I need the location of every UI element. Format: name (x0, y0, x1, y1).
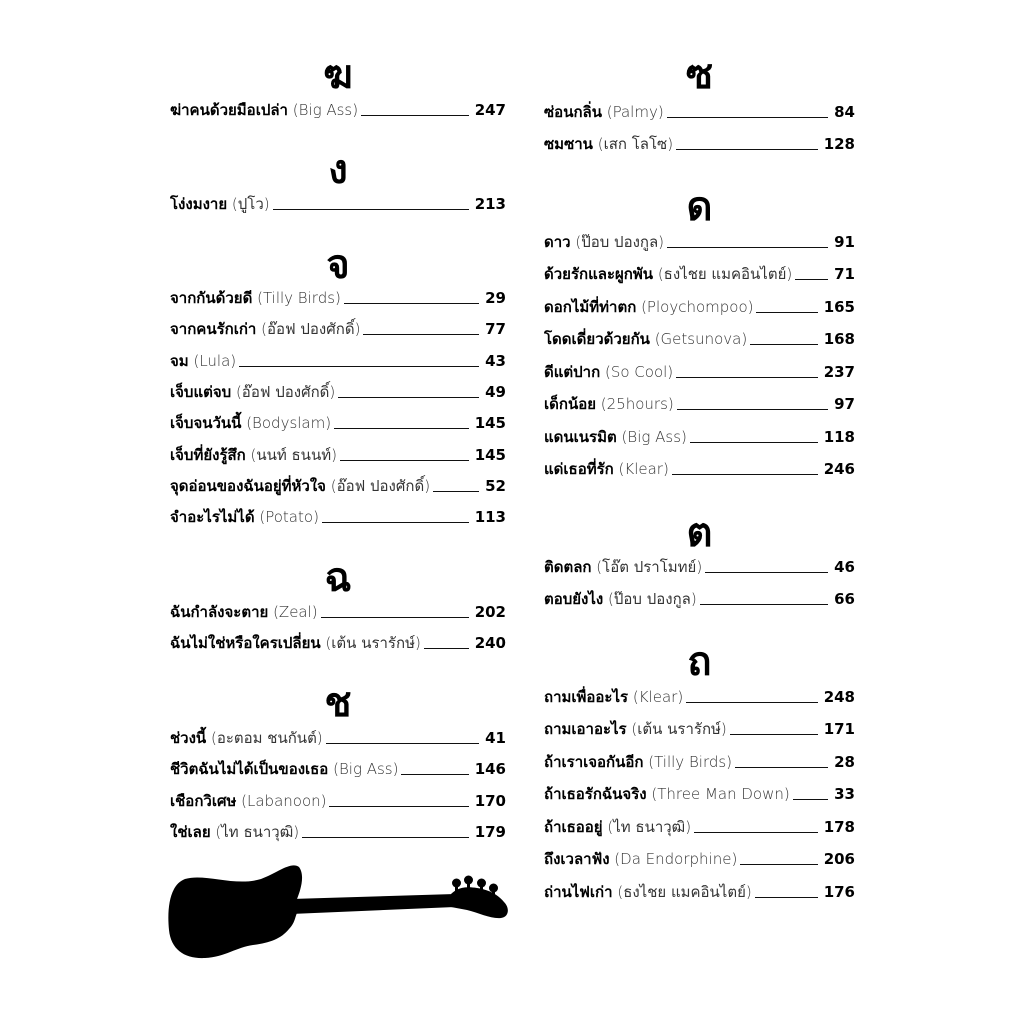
song-title: จำอะไรไม่ได้ (170, 508, 255, 527)
entry-label (544, 327, 747, 351)
leader-line (700, 604, 828, 605)
entry-label (544, 847, 737, 871)
index-entry (544, 750, 855, 774)
leader-line (424, 648, 469, 649)
index-entry (544, 132, 855, 156)
section-letter: ซ (685, 52, 714, 98)
entry-label (544, 360, 673, 384)
song-title: ถ่านไฟเก่า (544, 882, 613, 901)
entry-label (170, 317, 360, 341)
leader-line (690, 442, 818, 443)
section-letter: ถ (687, 639, 712, 685)
leader-line (329, 806, 468, 807)
index-entry (544, 262, 855, 286)
entry-label (170, 98, 358, 122)
entry-label (544, 295, 753, 319)
leader-line (750, 344, 817, 345)
page-number: 29 (485, 289, 506, 307)
section-letter: ฉ (324, 555, 352, 601)
page-number: 33 (834, 785, 855, 804)
song-title: แด่เธอที่รัก (544, 460, 614, 479)
leader-line (672, 474, 818, 475)
page-number: 213 (474, 195, 506, 213)
artist-name: (Big Ass) (333, 760, 399, 779)
index-entry (544, 327, 855, 351)
leader-line (433, 491, 479, 492)
artist-name: (Klear) (618, 460, 669, 479)
artist-name: (ไท ธนาวุฒิ) (215, 822, 300, 841)
artist-name: (Lula) (193, 351, 237, 370)
index-entry (544, 555, 855, 579)
entry-label (544, 392, 674, 416)
song-title: ถามเอาอะไร (544, 720, 627, 739)
page-number: 170 (474, 791, 506, 810)
index-entry (544, 295, 855, 319)
entry-label (170, 411, 331, 435)
page-number: 247 (474, 101, 506, 119)
page-number: 206 (823, 850, 855, 869)
page-number: 202 (474, 603, 506, 621)
leader-line (676, 149, 818, 150)
song-title: ฆ่าคนด้วยมือเปล่า (170, 101, 288, 119)
song-title: จม (170, 351, 189, 370)
song-title: ถึงเวลาฟัง (544, 850, 610, 869)
page-number: 248 (823, 688, 855, 706)
index-entry (170, 286, 506, 310)
song-title: ด้วยรักและผูกพัน (544, 265, 654, 284)
entry-label (544, 262, 792, 286)
song-title: ถ้าเราเจอกันอีก (544, 752, 644, 771)
leader-line (795, 279, 828, 280)
page-number: 49 (485, 382, 506, 401)
song-title: เจ็บจนวันนี้ (170, 414, 242, 433)
artist-name: (25hours) (600, 395, 674, 414)
entry-label (170, 726, 323, 750)
index-entry (544, 685, 855, 709)
page-number: 41 (485, 729, 506, 747)
song-title: ชีวิตฉันไม่ได้เป็นของเธอ (170, 760, 329, 779)
bass-guitar-icon (165, 855, 510, 965)
leader-line (302, 837, 469, 838)
leader-line (322, 522, 469, 523)
artist-name: (Potato) (259, 508, 319, 527)
entry-label (544, 815, 691, 839)
artist-name: (Three Man Down) (651, 785, 790, 804)
section-letter: จ (326, 242, 350, 288)
leader-line (686, 702, 818, 703)
leader-line (730, 734, 818, 735)
section-letter: ต (686, 510, 713, 556)
leader-line (338, 397, 479, 398)
page-number: 28 (834, 752, 855, 771)
page-number: 66 (834, 590, 855, 609)
page-number: 118 (823, 427, 855, 446)
section-letter: ด (686, 184, 713, 230)
artist-name: (Da Endorphine) (614, 850, 738, 869)
entry-label (170, 820, 299, 844)
artist-name: (ป๊อบ ปองกูล) (608, 590, 697, 609)
index-entry (544, 847, 855, 871)
entry-label (170, 757, 398, 781)
leader-line (676, 377, 818, 378)
entry-label (544, 132, 673, 156)
artist-name: (เต้น นรารักษ์) (325, 634, 421, 653)
song-title: ดีแต่ปาก (544, 362, 601, 381)
song-title: โดดเดี่ยวด้วยกัน (544, 330, 650, 349)
index-entry (544, 425, 855, 449)
entry-label (170, 789, 326, 813)
artist-name: (อ๊อฟ ปองศักดิ์) (261, 320, 361, 339)
artist-name: (Zeal) (273, 603, 318, 621)
artist-name: (Ploychompoo) (641, 297, 754, 316)
tuning-peg (489, 884, 498, 893)
leader-line (363, 334, 479, 335)
page-number: 46 (834, 558, 855, 576)
guitar-headstock (451, 887, 508, 918)
song-title: จากคนรักเก่า (170, 320, 257, 339)
index-entry (170, 631, 506, 655)
page-number: 240 (474, 634, 506, 653)
tuning-peg (464, 876, 473, 885)
page-number: 246 (823, 460, 855, 479)
page-number: 176 (823, 882, 855, 901)
leader-line (755, 897, 818, 898)
entry-label (170, 631, 421, 655)
song-title: ถ้าเธอรักฉันจริง (544, 785, 647, 804)
page-number: 91 (834, 233, 855, 251)
entry-label (170, 474, 430, 498)
artist-name: (Big Ass) (292, 101, 359, 119)
leader-line (344, 303, 479, 304)
artist-name: (ไท ธนาวุฒิ) (607, 817, 692, 836)
entry-label (544, 100, 664, 124)
leader-line (326, 743, 479, 744)
index-entry (544, 457, 855, 481)
page-number: 171 (823, 720, 855, 739)
song-title: เด็กน้อย (544, 395, 597, 414)
tuning-peg (452, 879, 461, 888)
artist-name: (Palmy) (606, 103, 664, 121)
artist-name: (ธงไชย แมคอินไตย์) (657, 265, 793, 284)
artist-name: (Tilly Birds) (648, 752, 733, 771)
index-entry (170, 192, 506, 216)
leader-line (401, 774, 468, 775)
artist-name: (Klear) (632, 688, 684, 706)
guitar-neck (291, 894, 455, 914)
index-entry (170, 600, 506, 624)
artist-name: (Big Ass) (621, 427, 687, 446)
index-entry (170, 411, 506, 435)
song-title: เจ็บแต่จบ (170, 382, 232, 401)
leader-line (667, 247, 828, 248)
page-number: 52 (485, 476, 506, 495)
entry-label (544, 555, 702, 579)
page-number: 179 (474, 822, 506, 841)
index-entry (544, 880, 855, 904)
index-entry (170, 726, 506, 750)
leader-line (239, 366, 479, 367)
index-entry (170, 820, 506, 844)
artist-name: (นนท์ ธนนท์) (250, 445, 337, 464)
page-number: 71 (834, 265, 855, 284)
song-title: ติดตลก (544, 558, 592, 576)
entry-label (170, 600, 318, 624)
page-number: 145 (474, 414, 506, 433)
song-title: ฉันไม่ใช่หรือใครเปลี่ยน (170, 634, 321, 653)
artist-name: (อ๊อฟ ปองศักดิ์) (235, 382, 336, 401)
right-column (544, 0, 855, 1024)
page-number: 146 (474, 760, 506, 779)
index-entry (544, 587, 855, 611)
page-number: 77 (485, 320, 506, 339)
leader-line (334, 428, 469, 429)
section-letter: ฆ (323, 52, 353, 98)
page-number: 237 (823, 362, 855, 381)
song-title: ใช่เลย (170, 822, 211, 841)
entry-label (544, 587, 697, 611)
section-letter: ง (328, 147, 348, 193)
artist-name: (Bodyslam) (246, 414, 332, 433)
entry-label (544, 230, 664, 254)
leader-line (361, 115, 469, 116)
leader-line (321, 617, 469, 618)
leader-line (705, 572, 828, 573)
index-entry (170, 474, 506, 498)
index-entry (170, 317, 506, 341)
song-title: โง่งมงาย (170, 195, 228, 213)
entry-label (170, 349, 236, 373)
entry-label (170, 380, 335, 404)
artist-name: (So Cool) (604, 362, 674, 381)
page-number: 113 (474, 508, 506, 527)
song-title: แดนเนรมิต (544, 427, 617, 446)
artist-name: (อะตอม ชนกันต์) (210, 729, 323, 747)
index-entry (170, 757, 506, 781)
entry-label (544, 880, 752, 904)
page-number: 128 (823, 135, 855, 154)
song-title: ถ้าเธออยู่ (544, 817, 603, 836)
artist-name: (ธงไชย แมคอินไตย์) (617, 882, 752, 901)
artist-name: (เต้น นรารักษ์) (631, 720, 727, 739)
entry-label (544, 425, 687, 449)
artist-name: (Tilly Birds) (257, 289, 341, 307)
index-entry (544, 360, 855, 384)
song-title: เจ็บที่ยังรู้สึก (170, 445, 246, 464)
index-entry (170, 505, 506, 529)
index-entry (170, 380, 506, 404)
index-entry (544, 782, 855, 806)
page-number: 97 (834, 395, 855, 414)
artist-name: (ปูโว) (231, 195, 270, 213)
page-number: 43 (485, 351, 506, 370)
artist-name: (Getsunova) (654, 330, 748, 349)
entry-label (170, 443, 337, 467)
index-entry (170, 443, 506, 467)
entry-label (544, 685, 683, 709)
song-title: ดาว (544, 233, 571, 251)
index-entry (544, 230, 855, 254)
song-title: ซ่อนกลิ่น (544, 103, 602, 121)
song-title: ช่วงนี้ (170, 729, 207, 747)
song-title: เชือกวิเศษ (170, 791, 237, 810)
leader-line (273, 209, 469, 210)
page-number: 84 (834, 103, 855, 121)
leader-line (694, 832, 818, 833)
artist-name: (อ๊อฟ ปองศักดิ์) (330, 476, 431, 495)
leader-line (340, 460, 469, 461)
song-title: จากกันด้วยดี (170, 289, 253, 307)
section-letter: ช (324, 680, 352, 726)
index-entry (170, 789, 506, 813)
song-title: ซมซาน (544, 135, 593, 154)
entry-label (544, 750, 732, 774)
leader-line (677, 409, 828, 410)
song-title: ฉันกำลังจะตาย (170, 603, 269, 621)
artist-name: (โอ๊ต ปราโมทย์) (596, 558, 703, 576)
entry-label (170, 286, 341, 310)
leader-line (735, 767, 828, 768)
page-number: 165 (823, 297, 855, 316)
song-title: ดอกไม้ที่ท่าตก (544, 297, 637, 316)
page-number: 145 (474, 445, 506, 464)
index-entry (544, 717, 855, 741)
entry-label (544, 457, 669, 481)
index-entry (170, 349, 506, 373)
entry-label (544, 782, 790, 806)
page-number: 168 (823, 330, 855, 349)
leader-line (756, 312, 817, 313)
song-title: ถามเพื่ออะไร (544, 688, 629, 706)
leader-line (793, 799, 828, 800)
index-entry (544, 100, 855, 124)
index-entry (170, 98, 506, 122)
leader-line (740, 864, 817, 865)
song-title: ตอบยังไง (544, 590, 604, 609)
tuning-peg (477, 879, 486, 888)
leader-line (667, 117, 828, 118)
index-entry (544, 815, 855, 839)
index-entry (544, 392, 855, 416)
song-title: จุดอ่อนของฉันอยู่ที่หัวใจ (170, 476, 326, 495)
artist-name: (Labanoon) (241, 791, 327, 810)
entry-label (170, 192, 270, 216)
entry-label (544, 717, 727, 741)
artist-name: (ป๊อบ ปองกูล) (575, 233, 665, 251)
page-number: 178 (823, 817, 855, 836)
entry-label (170, 505, 319, 529)
artist-name: (เสก โลโซ) (597, 135, 674, 154)
guitar-body (168, 865, 302, 958)
